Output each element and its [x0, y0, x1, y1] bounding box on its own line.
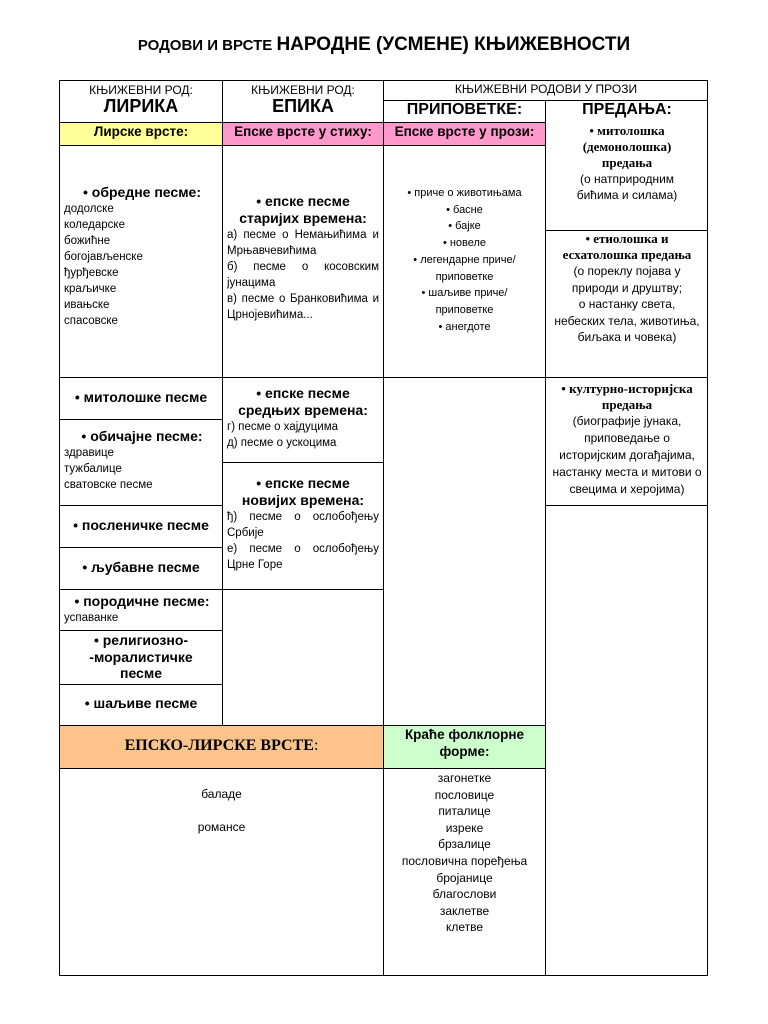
porodicne-item: успаванке	[64, 612, 119, 624]
predanja-kult-desc-3: настанку места и митови о	[552, 465, 702, 479]
proza-item: приповетке	[435, 270, 494, 283]
epsko-lirske-item: романсе	[197, 820, 246, 834]
grid-hline-el-top	[59, 725, 546, 726]
predanja-kult-title-1: предања	[601, 397, 653, 412]
grid-hline-subheader-top	[59, 122, 546, 123]
grid-hline-lir-1	[59, 419, 223, 420]
kratke-item: изреке	[445, 820, 484, 835]
header-predanja	[546, 100, 708, 122]
religiozne-l3: песме	[120, 665, 162, 681]
lirika-obredne	[64, 184, 220, 344]
grid-hline-subheader-bottom	[59, 145, 546, 146]
starijih-item: б) песме о косовским јунацима	[227, 261, 379, 289]
header-lirika-name: ЛИРИКА	[103, 96, 179, 116]
grid-hline-predanja-3	[545, 505, 708, 506]
epika-srednjih	[227, 385, 379, 461]
proza-item: • новеле	[442, 237, 487, 250]
proza-item: • бајке	[448, 220, 481, 233]
header-pripovetke	[384, 100, 545, 122]
subheader-epske-proza: Епске врсте у прози:	[394, 124, 535, 139]
proza-item: • анегдоте	[438, 320, 491, 333]
kratke-item: заклетве	[439, 903, 490, 918]
obicajne-item: здравице	[64, 447, 114, 459]
proza-item: приповетке	[435, 303, 494, 316]
lirika-religiozne	[60, 632, 222, 684]
proza-item: • легендарне приче/	[413, 253, 516, 266]
starijih-title-l2: старијих времена:	[239, 210, 367, 226]
grid-hline-ep-1	[222, 462, 384, 463]
predanja-etio-desc-2: о настанку света,	[578, 297, 676, 311]
kratke-title	[384, 727, 545, 767]
predanja-mitoloska	[546, 123, 708, 230]
religiozne-l1: • религиозно-	[93, 632, 189, 648]
predanja-kult-desc-2: историјским догађајима,	[559, 448, 695, 462]
predanja-mit-title-2: предања	[601, 155, 653, 170]
obicajne-item: сватовске песме	[64, 479, 153, 491]
predanja-kulturno	[546, 381, 708, 505]
lirika-obicajne	[64, 428, 220, 504]
predanja-mit-desc-0: (о натприродним	[579, 172, 675, 186]
kratke-item: благослови	[432, 887, 497, 902]
predanja-mit-title-0: • митолошка	[589, 123, 665, 138]
grid-hline-lir-3	[59, 547, 223, 548]
subheader-lirske: Лирске врсте:	[93, 124, 189, 139]
novijih-title-l1: • епске песме	[256, 475, 350, 491]
header-proza	[384, 81, 708, 100]
kratke-item: пословична поређења	[401, 853, 528, 868]
kratke-item: пословице	[434, 787, 495, 802]
predanja-etio-desc-0: (о пореклу појава у	[573, 264, 681, 278]
obredne-item: краљичке	[64, 283, 117, 295]
kratke-item: клетве	[445, 920, 484, 935]
predanja-kult-desc-1: приповедање о	[584, 431, 670, 445]
predanja-kult-desc-0: (биографије јунака,	[572, 414, 682, 428]
header-lirika-label: КЊИЖЕВНИ РОД:	[89, 83, 193, 97]
predanja-etio-desc-1: природи и друштву;	[571, 280, 683, 295]
header-epika-label: КЊИЖЕВНИ РОД:	[251, 83, 355, 97]
title-part1: РОДОВИ И ВРСТЕ	[137, 37, 277, 54]
proza-item: • приче о животињама	[407, 187, 522, 199]
srednjih-item: г) песме о хајдуцима	[227, 421, 339, 433]
porodicne-title: • породичне песме:	[74, 593, 210, 609]
srednjih-item: д) песме о ускоцима	[227, 437, 337, 449]
obredne-title: • обредне песме:	[83, 184, 201, 200]
kratke-title-l1: Краће фолклорне	[404, 727, 525, 742]
lirika-ljubavne: • љубавне песме	[82, 559, 200, 575]
proza-list	[386, 185, 543, 345]
obredne-list	[64, 201, 220, 329]
kratke-item: бројанице	[436, 870, 493, 885]
epika-novijih	[227, 475, 379, 587]
starijih-title-l1: • епске песме	[256, 193, 350, 209]
obicajne-item: тужбалице	[64, 463, 122, 475]
grid-hline-lir-2	[59, 505, 223, 506]
obredne-item: ивањске	[64, 299, 110, 311]
novijih-item: ђ) песме о ослобођењу Србије	[227, 511, 379, 539]
lirika-porodicne	[64, 593, 220, 629]
obicajne-title: • обичајне песме:	[81, 428, 203, 444]
predanja-etio-desc-4: биљака и човека)	[577, 330, 677, 344]
kratke-title-l2: форме:	[439, 743, 490, 759]
header-proza-label: КЊИЖЕВНИ РОДОВИ У ПРОЗИ	[454, 82, 638, 96]
predanja-kult-desc-4: свецима и херојима)	[569, 482, 685, 496]
grid-hline-ep-2	[222, 589, 384, 590]
obredne-item: богојављенске	[64, 251, 143, 263]
epsko-lirske-title-text: ЕПСКО-ЛИРСКЕ ВРСТЕ	[124, 737, 314, 754]
kratke-list	[384, 770, 545, 940]
header-epika-name: ЕПИКА	[272, 96, 334, 116]
kratke-item: брзалице	[438, 837, 491, 852]
proza-item: • шаљиве приче/	[421, 287, 508, 300]
header-predanja-label: ПРЕДАЊА:	[582, 101, 672, 118]
subheader-epske-stih: Епске врсте у стиху:	[234, 124, 372, 139]
novijih-title-l2: новијих времена:	[241, 492, 365, 508]
epsko-lirske-colon: :	[313, 737, 319, 754]
religiozne-l2: -моралистичке	[89, 648, 193, 665]
predanja-etio-desc-3: небеских тела, животиња,	[554, 313, 700, 328]
kratke-item: загонетке	[437, 771, 492, 785]
epsko-lirske-title	[60, 737, 383, 759]
title-part2: НАРОДНЕ (УСМЕНЕ) КЊИЖЕВНОСТИ	[276, 34, 631, 55]
obredne-item: спасовске	[64, 315, 118, 327]
grid-hline-lir-5	[59, 630, 223, 631]
header-pripovetke-label: ПРИПОВЕТКЕ:	[406, 101, 523, 118]
grid-hline-el-bottom	[59, 768, 546, 769]
epika-starijih	[227, 193, 379, 333]
predanja-etioloska	[546, 231, 708, 377]
starijih-item: а) песме о Немањићима и Мрњавчевићима	[227, 229, 379, 257]
lirika-saljive: • шаљиве песме	[84, 695, 198, 711]
kratke-item: питалице	[438, 804, 491, 819]
predanja-mit-desc-1: бићима и силама)	[576, 188, 678, 202]
novijih-item: е) песме о ослобођењу Црне Горе	[227, 543, 379, 571]
srednjih-title-l2: средњих времена:	[238, 402, 368, 418]
epsko-lirske-item: баладе	[201, 787, 242, 801]
proza-item: • басне	[446, 203, 483, 216]
obredne-item: ђурђевске	[64, 267, 119, 279]
grid-hline-lir-6	[59, 684, 223, 685]
header-lirika	[60, 81, 222, 122]
lirika-mitoloske: • митолошке песме	[74, 389, 208, 405]
page-title	[0, 34, 768, 56]
predanja-kult-title-0: • културно-историјска	[561, 381, 693, 396]
grid-hline-lir-4	[59, 589, 223, 590]
header-epika	[223, 81, 383, 122]
starijih-item: в) песме о Бранковићима и Црнојевићима...	[227, 293, 379, 321]
predanja-etio-title-0: • етиолошка и	[585, 231, 669, 246]
obredne-item: додолске	[64, 203, 114, 215]
predanja-etio-title-1: есхатолошка предања	[562, 247, 692, 262]
obredne-item: божићне	[64, 235, 111, 247]
lirika-poslenicke: • посленичке песме	[73, 517, 209, 533]
grid-hline-row2	[59, 377, 708, 378]
obredne-item: коледарске	[64, 219, 125, 231]
srednjih-title-l1: • епске песме	[256, 385, 350, 401]
predanja-mit-title-1: (демонолошка)	[582, 139, 672, 154]
